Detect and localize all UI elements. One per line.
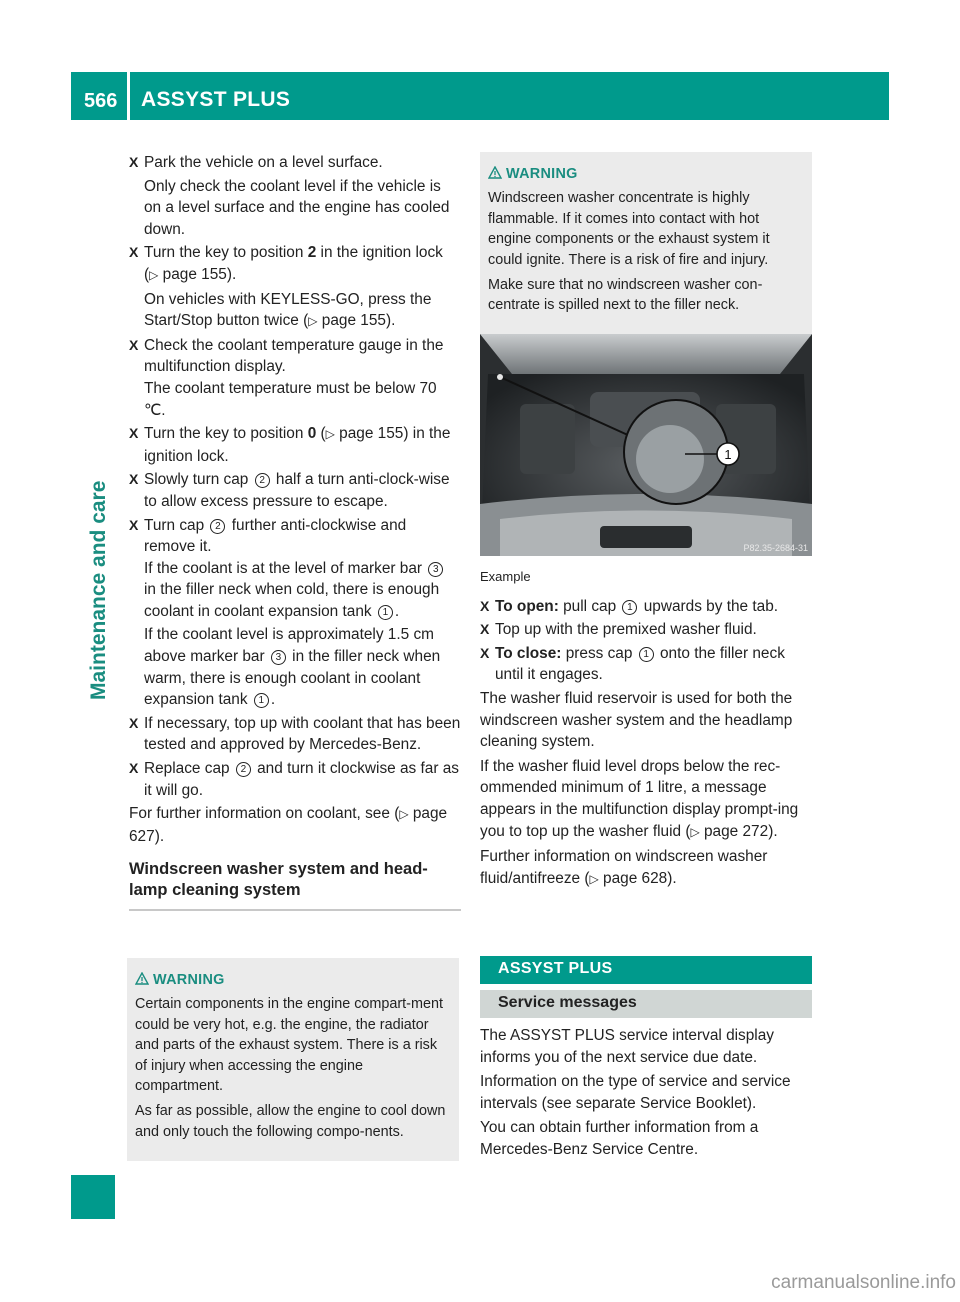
paragraph: The washer fluid reservoir is used for both the windscreen washer system and the headlamp cleaning system. <box>480 689 793 751</box>
warning-triangle-icon <box>135 972 149 985</box>
page-ref-arrow-icon: ▷ <box>149 267 159 282</box>
warning-text: Windscreen washer concentrate is highly flammable. If it comes into contact with hot engine components or the exhaust system it could ignite. There is a risk of fire and injury. <box>488 190 770 268</box>
warning-box <box>480 152 812 335</box>
engine-compartment-illustration <box>480 334 812 556</box>
step: X Check the coolant temperature gauge in the multifunction display. The coolant temperature must be below 70 ℃. <box>129 336 444 419</box>
marker-3-icon: 3 <box>428 562 443 577</box>
marker-1-icon: 1 <box>378 605 393 620</box>
marker-2-icon: 2 <box>236 762 251 777</box>
marker-2-icon: 2 <box>255 473 270 488</box>
marker-1-icon: 1 <box>639 647 654 662</box>
step: X To open: pull cap 1 upwards by the tab. <box>480 597 779 615</box>
step: X Turn the key to position 0 (▷ page 155) in the ignition lock. <box>129 425 451 465</box>
page-ref-arrow-icon: ▷ <box>690 824 700 839</box>
warning-title: WARNING <box>135 970 451 990</box>
photo-code: P82.35-2684-31 <box>743 543 808 553</box>
watermark: carmanualsonline.info <box>771 1272 956 1293</box>
page-ref-arrow-icon: ▷ <box>589 871 599 886</box>
step-note: If the coolant level is approximately 1.5 cm above marker bar 3 in the filler neck when warm, there is enough coolant in coolant expansion tank 1 . <box>144 626 441 709</box>
page-ref-arrow-icon: ▷ <box>325 427 335 442</box>
step: X Turn the key to position 2 in the ignition lock (▷ page 155). <box>129 244 443 283</box>
subsection-heading-bar: Service messages <box>480 990 812 1018</box>
paragraph: You can obtain further information from a Mercedes-Benz Service Centre. <box>480 1119 759 1158</box>
page-link[interactable]: page 628 <box>603 869 668 887</box>
step: X Slowly turn cap 2 half a turn anti-clock-wise to allow excess pressure to escape. <box>129 471 450 510</box>
side-tab <box>85 480 115 870</box>
side-tab-label: Maintenance and care <box>87 480 110 700</box>
page-ref-arrow-icon: ▷ <box>399 807 409 822</box>
step: X Turn cap 2 further anti-clockwise and remove it. If the coolant is at the level of marker bar 3 in the filler neck when cold, there is enough coolant in coolant expansion tank 1 . <box>129 515 461 623</box>
section-heading-bar: ASSYST PLUS <box>480 956 812 984</box>
page-link[interactable]: page 272 <box>703 822 769 840</box>
service-text <box>480 1025 812 1164</box>
step: X Top up with the premixed washer fluid. <box>480 621 757 639</box>
step-note: On vehicles with KEYLESS-GO, press the Start/Stop button twice (▷ page 155). <box>144 290 432 330</box>
warning-text: Certain components in the engine compart-ment could be very hot, e.g. the engine, the radiator and parts of the exhaust system. There is a risk of injury when accessing the engine compartment. <box>135 996 443 1095</box>
page-number: 566 <box>84 90 118 112</box>
further-info: For further information on coolant, see (▷ page 627). <box>129 805 448 845</box>
marker-3-icon: 3 <box>271 650 286 665</box>
photo-marker-1: 1 <box>724 447 732 462</box>
left-column <box>129 152 461 911</box>
right-text <box>480 566 812 893</box>
header-divider <box>127 72 130 120</box>
warning-text: Make sure that no windscreen washer con-centrate is spilled next to the filler neck. <box>488 277 763 314</box>
marker-1-icon: 1 <box>622 600 637 615</box>
section-heading: Windscreen washer system and head-lamp cleaning system <box>129 859 461 911</box>
marker-2-icon: 2 <box>210 519 225 534</box>
paragraph: Further information on windscreen washer fluid/antifreeze (▷ page 628). <box>480 848 768 887</box>
paragraph: The ASSYST PLUS service interval display informs you of the next service due date. <box>480 1027 774 1066</box>
page-link[interactable]: page 155 <box>339 425 404 443</box>
step: X Replace cap 2 and turn it clockwise as far as it will go. <box>129 760 459 799</box>
step: X Park the vehicle on a level surface. <box>129 154 383 171</box>
marker-1-icon: 1 <box>254 693 269 708</box>
step: X To close: press cap 1 onto the filler neck until it engages. <box>480 644 785 684</box>
warning-title: WARNING <box>488 164 804 184</box>
warning-box <box>127 958 459 1161</box>
page-link[interactable]: page 155 <box>162 265 227 283</box>
warning-text: As far as possible, allow the engine to cool down and only touch the following compo-nents. <box>135 1103 446 1140</box>
engine-photo <box>480 334 812 556</box>
photo-caption: Example <box>480 569 531 584</box>
page-link[interactable]: page 627 <box>129 805 448 845</box>
step: X If necessary, top up with coolant that has been tested and approved by Mercedes-Benz. <box>129 714 461 754</box>
page-title: ASSYST PLUS <box>141 88 291 111</box>
step-note: Only check the coolant level if the vehicle is on a level surface and the engine has cooled down. <box>144 177 450 238</box>
page-ref-arrow-icon: ▷ <box>308 314 318 329</box>
page-link[interactable]: page 155 <box>321 312 386 330</box>
paragraph: Information on the type of service and service intervals (see separate Service Booklet). <box>480 1073 791 1112</box>
warning-triangle-icon <box>488 166 502 179</box>
side-tab-block <box>71 1175 115 1219</box>
paragraph: If the washer fluid level drops below the rec-ommended minimum of 1 litre, a message appears in the multifunction display prompt-ing you to top up the washer fluid (▷ page 272). <box>480 757 799 840</box>
